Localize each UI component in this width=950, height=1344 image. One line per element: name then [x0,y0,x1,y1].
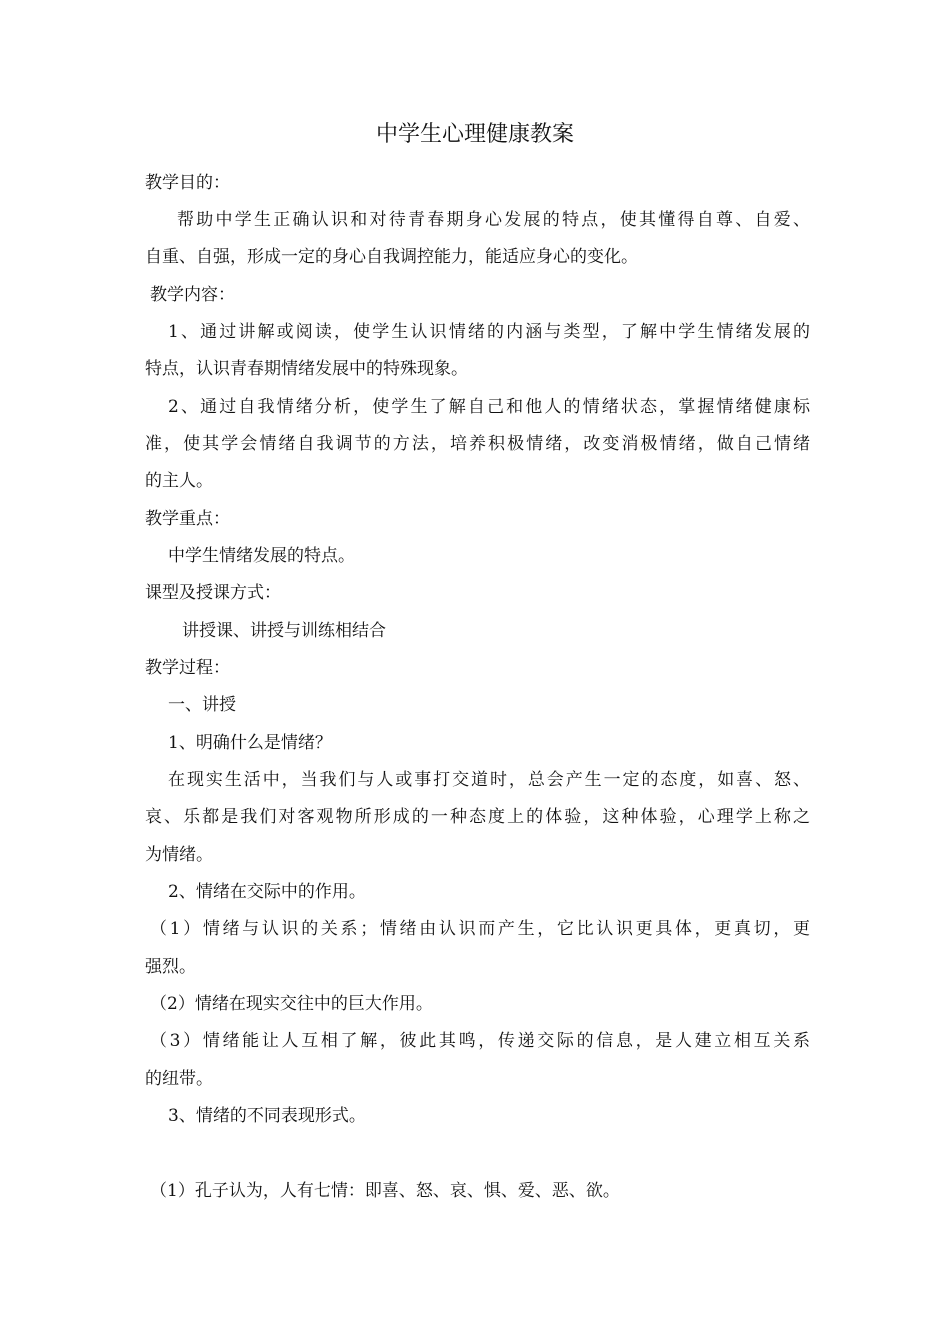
heading-teaching-process: 教学过程： [145,658,230,678]
subsection-heading: 3、情绪的不同表现形式。 [168,1106,366,1126]
heading-course-type: 课型及授课方式： [145,583,281,603]
subsection-heading: 1、明确什么是情绪？ [168,733,332,753]
paragraph-line: 准，使其学会情绪自我调节的方法，培养积极情绪，改变消极情绪，做自己情绪 [145,434,810,454]
paragraph-line: 强烈。 [145,957,196,977]
paragraph-line: 1、通过讲解或阅读，使学生认识情绪的内涵与类型，了解中学生情绪发展的 [168,322,810,342]
paragraph-line: （3）情绪能让人互相了解，彼此其鸣，传递交际的信息，是人建立相互关系 [150,1031,810,1051]
section-heading: 一、讲授 [168,695,236,715]
paragraph-line: 2、通过自我情绪分析，使学生了解自己和他人的情绪状态，掌握情绪健康标 [168,397,810,417]
heading-teaching-goal: 教学目的： [145,173,230,193]
paragraph-line: 为情绪。 [145,845,213,865]
paragraph-line: 特点，认识青春期情绪发展中的特殊现象。 [145,359,468,379]
document-title: 中学生心理健康教案 [375,122,574,147]
paragraph-line: 中学生情绪发展的特点。 [168,546,355,566]
subsection-heading: 2、情绪在交际中的作用。 [168,882,366,902]
paragraph-line: 的纽带。 [145,1069,213,1089]
paragraph-line: 帮助中学生正确认识和对待青春期身心发展的特点，使其懂得自尊、自爱、 [177,210,810,230]
paragraph-line: （1）情绪与认识的关系；情绪由认识而产生，它比认识更具体，更真切，更 [150,919,810,939]
heading-teaching-content: 教学内容： [150,285,235,305]
heading-teaching-focus: 教学重点： [145,509,230,529]
paragraph-line: 哀、乐都是我们对客观物所形成的一种态度上的体验，这种体验，心理学上称之 [145,807,810,827]
paragraph-line: 讲授课、讲授与训练相结合 [182,621,386,641]
paragraph-line: （1）孔子认为，人有七情：即喜、怒、哀、惧、爱、恶、欲。 [150,1181,620,1201]
paragraph-line: 的主人。 [145,471,213,491]
paragraph-line: 在现实生活中，当我们与人或事打交道时，总会产生一定的态度，如喜、怒、 [168,770,810,790]
paragraph-line: （2）情绪在现实交往中的巨大作用。 [150,994,433,1014]
paragraph-line: 自重、自强，形成一定的身心自我调控能力，能适应身心的变化。 [145,247,638,267]
